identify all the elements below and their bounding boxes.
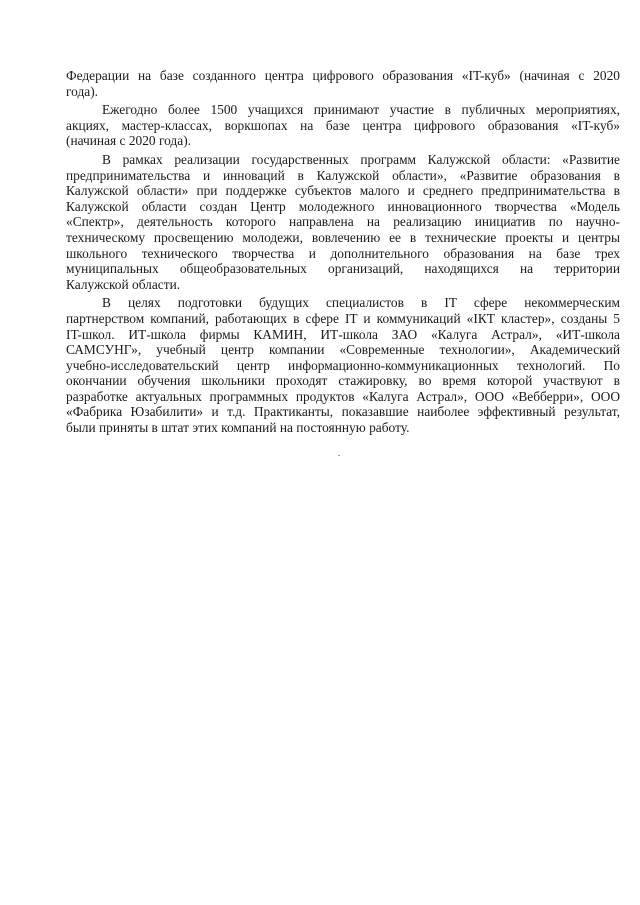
text-line: школьного технического творчества и дополнительного образования на базе трех	[66, 245, 620, 261]
text-line: учебно-исследовательский центр информационно-коммуникационных технологий. По	[66, 357, 620, 373]
document-body	[66, 68, 620, 436]
paragraph-annual-participants	[66, 102, 620, 149]
text-line: были приняты в штат этих компаний на постоянную работу.	[66, 420, 410, 436]
text-line: окончании обучения школьники проходят стажировку, во время которой участвуют в	[66, 373, 620, 389]
paragraph-it-schools	[66, 295, 620, 435]
text-line: В рамках реализации государственных программ Калужской области: «Развитие	[102, 151, 620, 167]
text-line: «Спектр», деятельность которого направлена на реализацию инициатив по научно-	[66, 214, 620, 230]
text-line: САМСУНГ», учебный центр компании «Современные технологии», Академический	[66, 342, 620, 358]
paragraph-state-programs	[66, 152, 620, 292]
scan-speck	[338, 455, 340, 456]
text-line: Ежегодно более 1500 учащихся принимают участие в публичных мероприятиях,	[102, 102, 620, 118]
text-line: В целях подготовки будущих специалистов в IT сфере некоммерческим	[102, 295, 620, 311]
text-line: техническому просвещению молодежи, вовлечению ее в технические проекты и центры	[66, 229, 620, 245]
text-line: Федерации на базе созданного центра цифрового образования «IT-куб» (начиная с 2020	[66, 68, 620, 83]
text-line: IT-школ. ИТ-школа фирмы КАМИН, ИТ-школа ЗАО «Калуга Астрал», «ИТ-школа	[66, 326, 620, 342]
text-line: предпринимательства и инноваций в Калужской области», «Развитие образования в	[66, 167, 620, 183]
text-line: акциях, мастер-классах, воркшопах на базе центра цифрового образования «IT-куб»	[66, 117, 620, 133]
text-line: разработке актуальных программных продуктов «Калуга Астрал», ООО «Вебберри», ООО	[66, 388, 620, 404]
text-line: Калужской области» при поддержке субъектов малого и среднего предпринимательства в	[66, 183, 620, 199]
text-line: «Фабрика Юзабилити» и т.д. Практиканты, показавшие наиболее эффективный результат,	[66, 404, 620, 420]
text-line: муниципальных общеобразовательных организаций, находящихся на территории	[66, 261, 620, 277]
text-line: Калужской области создан Центр молодежного инновационного творчества «Модель	[66, 198, 620, 214]
text-line: (начиная с 2020 года).	[66, 133, 192, 149]
text-line: партнерством компаний, работающих в сфере IT и коммуникаций «IКТ кластер», созданы 5	[66, 310, 620, 326]
text-line: года).	[66, 83, 99, 99]
text-line: Калужской области.	[66, 276, 181, 292]
paragraph-it-cube-intro	[66, 68, 620, 99]
